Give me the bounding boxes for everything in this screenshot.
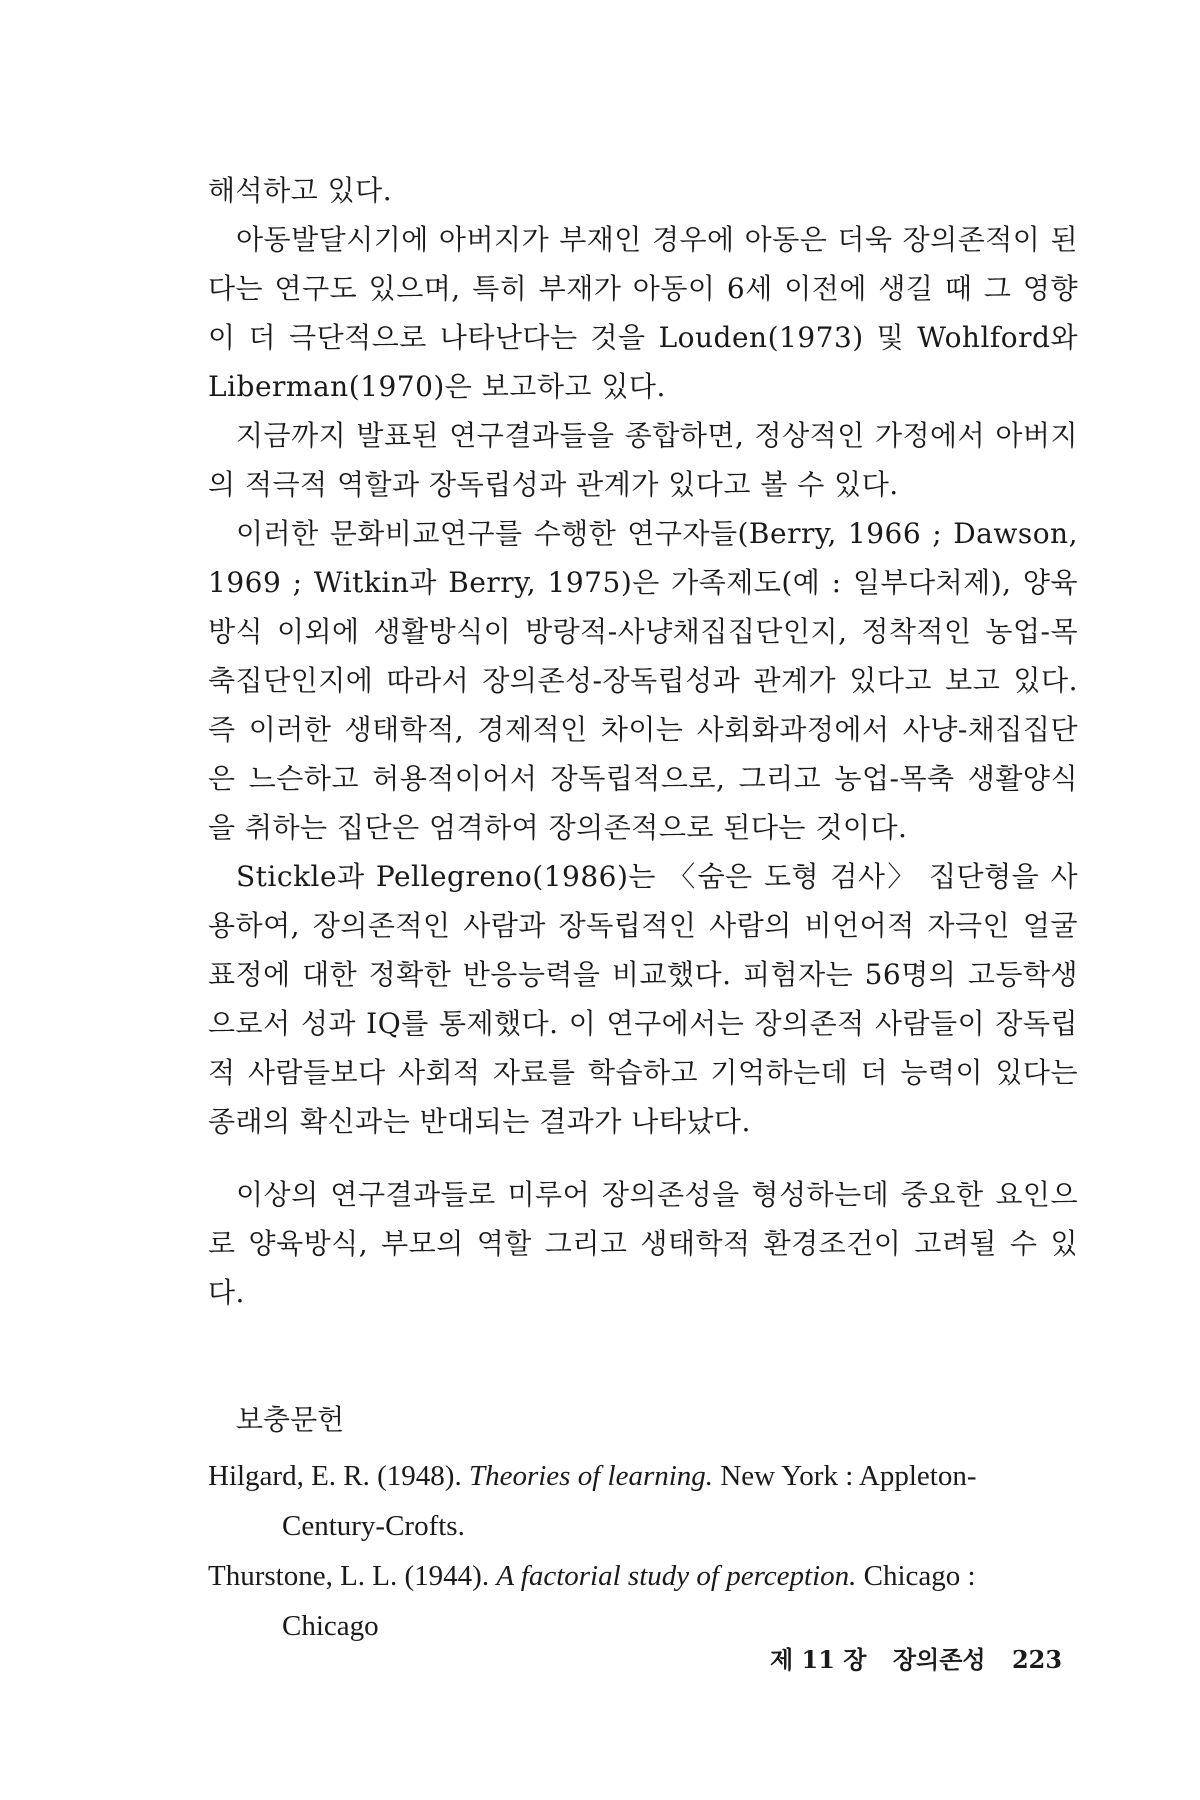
reference-title: Theories of learning. — [468, 1460, 714, 1492]
chapter-label: 제 11 장 — [770, 1645, 867, 1674]
paragraph-summary-findings: 지금까지 발표된 연구결과들을 종합하면, 정상적인 가정에서 아버지의 적극적 역할과 장독립성과 관계가 있다고 볼 수 있다. — [208, 419, 1078, 501]
paragraph-stickle-study: Stickle과 Pellegreno(1986)는 〈숨은 도형 검사〉 집단형을 사용하여, 장의존적인 사람과 장독립적인 사람의 비언어적 자극인 얼굴표정에 대한 정확한 반응능력을 비교했다. 피험자는 56명의 고등학생으로서 성과 IQ를 통제했다. 이 연구에서는 장의존적 사람들이 장독립적 사람들보다 사회적 자료를 학습하고 기억하는데 더 능력이 있다는 종래의 확신과는 반대되는 결과가 나타났다. — [208, 860, 1078, 1138]
references-heading: 보충문헌 — [236, 1403, 345, 1436]
reference-title: A factorial study of perception. — [496, 1560, 857, 1592]
reference-authors: Hilgard, E. R. (1948). — [208, 1460, 462, 1492]
page-number: 223 — [1011, 1645, 1063, 1674]
summary-text — [208, 1170, 1078, 1317]
reference-publisher: Chicago : Chicago — [282, 1560, 976, 1642]
reference-authors: Thurstone, L. L. (1944). — [208, 1560, 490, 1592]
reference-publisher: New York : Appleton-Century-Crofts. — [282, 1460, 977, 1542]
chapter-title: 장의존성 — [892, 1645, 986, 1674]
paragraph-cross-cultural: 이러한 문화비교연구를 수행한 연구자들(Berry, 1966 ; Dawson, 1969 ; Witkin과 Berry, 1975)은 가족제도(예 : 일부다처제), 양육방식 이외에 생활방식이 방랑적-사냥채집집단인지, 정착적인 농업-목축집단인지에 따라서 장의존성-장독립성과 관계가 있다고 보고 있다. 즉 이러한 생태학적, 경제적인 차이는 사회화과정에서 사냥-채집집단은 느슨하고 허용적이어서 장독립적으로, 그리고 농업-목축 생활양식을 취하는 집단은 엄격하여 장의존적으로 된다는 것이다. — [208, 517, 1078, 844]
page-footer — [770, 1640, 1070, 1675]
reference-item — [208, 1451, 1078, 1551]
references-section — [208, 1395, 1078, 1651]
paragraph-conclusion: 이상의 연구결과들로 미루어 장의존성을 형성하는데 중요한 요인으로 양육방식, 부모의 역할 그리고 생태학적 환경조건이 고려될 수 있다. — [208, 1178, 1078, 1309]
reference-item — [208, 1551, 1078, 1651]
body-text — [208, 166, 1078, 1146]
paragraph-father-absence: 아동발달시기에 아버지가 부재인 경우에 아동은 더욱 장의존적이 된다는 연구도 있으며, 특히 부재가 아동이 6세 이전에 생길 때 그 영향이 더 극단적으로 나타난다는 것을 Louden(1973) 및 Wohlford와 Liberman(1970)은 보고하고 있다. — [208, 223, 1078, 403]
paragraph-continuation: 해석하고 있다. — [208, 174, 393, 207]
